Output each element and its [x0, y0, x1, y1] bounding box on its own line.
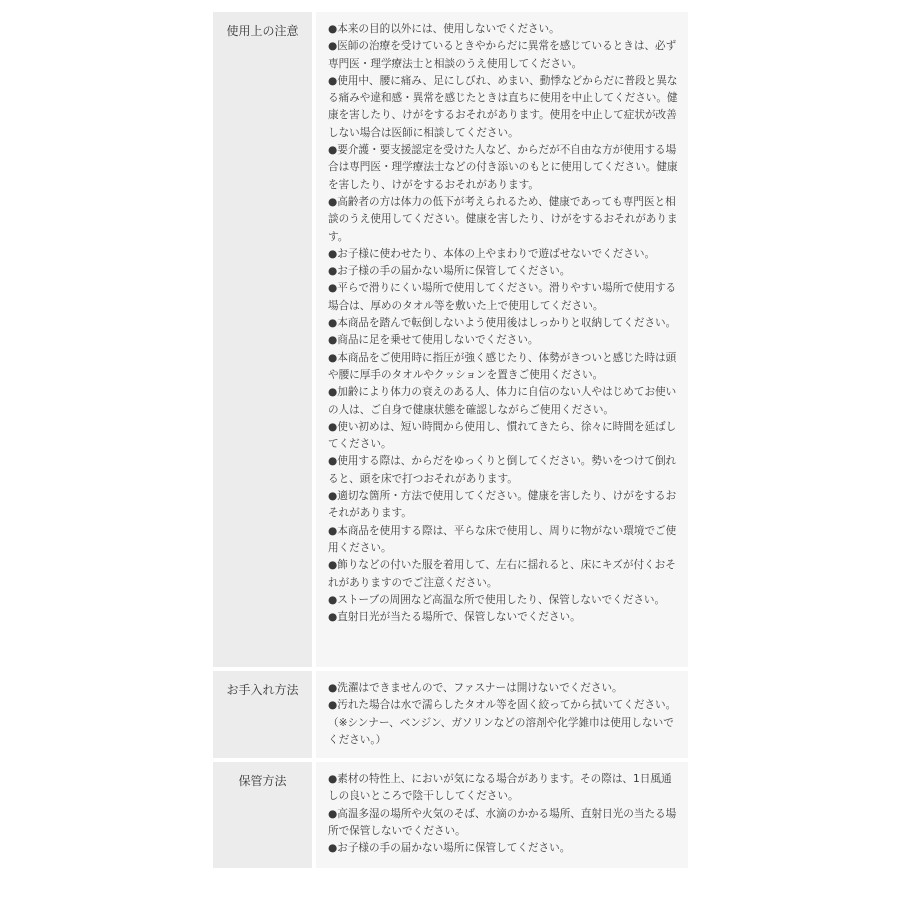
list-item: ●お子様に使わせたり、本体の上やまわりで遊ばせないでください。 — [328, 247, 656, 260]
section-label: 保管方法 — [213, 762, 312, 868]
list-item: ●要介護・要支援認定を受けた人など、からだが不自由な方が使用する場合は専門医・理学療法士などの付き添いのもとに使用してください。健康を害したり、けがをするおそれがあります。 — [328, 144, 678, 191]
section-content — [316, 762, 688, 868]
list-item: ●適切な箇所・方法で使用してください。健康を害したり、けがをするおそれがあります。 — [328, 490, 677, 520]
list-item: ●本商品を踏んで転倒しないよう使用後はしっかりと収納してください。 — [328, 317, 677, 330]
list-item: ●お子様の手の届かない場所に保管してください。 — [328, 265, 571, 278]
list-item: ●飾りなどの付いた服を着用して、左右に揺れると、床にキズが付くおそれがありますのでご注意ください。 — [328, 559, 676, 589]
list-item: ●洗濯はできませんので、ファスナーは開けないでください。 — [328, 682, 623, 694]
section-content — [316, 12, 688, 667]
section-label: お手入れ方法 — [213, 671, 312, 758]
list-item: ●医師の治療を受けているときやからだに異常を感じているときは、必ず専門医・理学療法士と相談のうえ使用してください。 — [328, 40, 677, 70]
list-item: ●ストーブの周囲など高温な所で使用したり、保管しないでください。 — [328, 593, 666, 606]
list-item: ●使い初めは、短い時間から使用し、慣れてきたら、徐々に時間を延ばしてください。 — [328, 420, 677, 451]
list-item: ●本来の目的以外には、使用しないでください。 — [328, 23, 560, 35]
list-item: ●加齢により体力の衰えのある人、体力に自信のない人やはじめてお使いの人は、ご自身で健康状態を確認しながらご使用ください。 — [328, 386, 677, 416]
list-item: ●高齢者の方は体力の低下が考えられるため、健康であっても専門医と相談のうえ使用してください。健康を害したり、けがをするおそれがあります。 — [328, 195, 678, 243]
section-content — [316, 671, 688, 758]
list-item: ●お子様の手の届かない場所に保管してください。 — [328, 842, 571, 855]
list-item: ●使用中、腰に痛み、足にしびれ、めまい、動悸などからだに普段と異なる痛みや違和感・異常を感じたときは直ちに使用を中止してください。健康を害したり、けがをするおそれがあります。使用を中止して症状が改善しない場合は医師に相談してください。 — [328, 74, 678, 139]
list-item: ●素材の特性上、においが気になる場合があります。その際は、1日風通しの良いところで陰干ししてください。 — [328, 773, 672, 803]
list-item: ●本商品を使用する際は、平らな床で使用し、周りに物がない環境でご使用ください。 — [328, 524, 677, 554]
section-usage-cautions — [213, 12, 688, 667]
section-care-instructions — [213, 671, 688, 758]
list-item: ●直射日光が当たる場所で、保管しないでください。 — [328, 611, 581, 624]
list-item: ●平らで滑りにくい場所で使用してください。滑りやすい場所で使用する場合は、厚めのタオル等を敷いた上で使用してください。 — [328, 282, 677, 312]
list-item: ●使用する際は、からだをゆっくりと倒してください。勢いをつけて倒れると、頭を床で打つおそれがあります。 — [328, 455, 677, 485]
section-storage — [213, 762, 688, 868]
list-item: ●本商品をご使用時に指圧が強く感じたり、体勢がきついと感じた時は頭や腰に厚手のタオルやクッションを置きご使用ください。 — [328, 351, 677, 381]
list-item: ●商品に足を乗せて使用しないでください。 — [328, 334, 539, 347]
section-label: 使用上の注意 — [213, 12, 312, 667]
list-item: ●汚れた場合は水で濡らしたタオル等を固く絞ってから拭いてください。（※シンナー、ベンジン、ガソリンなどの溶剤や化学雑巾は使用しないでください。） — [328, 699, 677, 746]
product-notes-table — [213, 12, 688, 872]
list-item: ●高温多湿の場所や火気のそば、水滴のかかる場所、直射日光の当たる場所で保管しないでください。 — [328, 807, 677, 837]
